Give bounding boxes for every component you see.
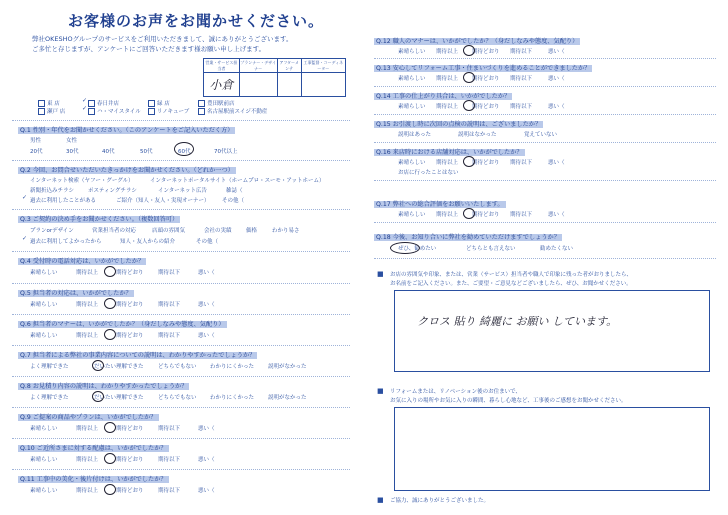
option[interactable]: 素晴らしい [30, 302, 58, 308]
answer-circle [463, 100, 475, 111]
option[interactable]: 30代 [66, 149, 79, 155]
option[interactable]: 期待以下 [158, 426, 181, 432]
option[interactable]: 期待どおり [472, 104, 500, 110]
option[interactable]: 期待どおり [472, 160, 500, 166]
option[interactable]: わかりにくかった [210, 364, 255, 370]
option[interactable]: 説明がなかった [268, 364, 307, 370]
option[interactable]: 悪い（ [548, 160, 565, 166]
option[interactable]: インターネット広告 [158, 188, 208, 194]
comment-prompt-2: リフォームまたは、リノベーション後のお住まいで、 [390, 389, 521, 395]
closing-text: ご協力、誠にありがとうございました。 [390, 498, 490, 504]
option[interactable]: 期待以上 [436, 49, 459, 55]
option[interactable]: 期待以上 [436, 104, 459, 110]
option[interactable]: 素晴らしい [30, 426, 58, 432]
question-6: Q.6 担当者のマナーは、いかがでしたか？（身だしなみや態度、気配り） [20, 321, 225, 328]
option[interactable]: 店頭の雰囲気 [152, 228, 186, 234]
option[interactable]: 期待以下 [158, 270, 181, 276]
option[interactable]: 悪い（ [198, 302, 215, 308]
option[interactable]: 悪い（ [198, 270, 215, 276]
option[interactable]: 女性 [66, 138, 78, 144]
option[interactable]: 50代 [140, 149, 153, 155]
option[interactable]: だいたい理解できた [94, 395, 144, 401]
question-15: Q.15 お引渡し時に次回の点検の説明は、ございましたか？ [376, 121, 542, 128]
option[interactable]: お店に行ったことはない [398, 170, 459, 176]
option[interactable]: 期待以上 [76, 270, 99, 276]
staff-header: 営業・サービス担当者 [205, 59, 238, 71]
option[interactable]: 勧めたくない [540, 246, 574, 252]
option[interactable]: 素晴らしい [30, 457, 58, 463]
option[interactable]: 期待以上 [436, 76, 459, 82]
store-option[interactable]: 春日井店 [97, 101, 120, 107]
option[interactable]: 期待以下 [510, 76, 533, 82]
option[interactable]: 説明がなかった [268, 395, 307, 401]
option[interactable]: 悪い（ [548, 104, 565, 110]
option[interactable]: その他（ [222, 198, 245, 204]
question-3: Q.3 ご契約の決め手をお聞かせください。（複数回答可） [20, 216, 179, 223]
comment-prompt-1b: お名前をご記入ください。また、ご要望・ご意見などございましたら、ぜひ、お聞かせください。 [390, 281, 632, 287]
option[interactable]: 期待以上 [76, 302, 99, 308]
option[interactable]: 期待以下 [510, 49, 533, 55]
option[interactable]: 期待どおり [472, 212, 500, 218]
intro-line-1: 弊社OKESHOグループのサービスをご利用いただきまして、誠にありがとうございます。 [32, 35, 293, 43]
store-option[interactable]: 東 店 [47, 101, 60, 107]
option[interactable]: 過去に利用したことがある [30, 198, 97, 204]
option[interactable]: どちらでもない [158, 364, 197, 370]
option[interactable]: 知人・友人からの紹介 [120, 239, 176, 245]
option[interactable]: 素晴らしい [30, 270, 58, 276]
option[interactable]: 20代 [30, 149, 43, 155]
option[interactable]: 悪い（ [548, 212, 565, 218]
option[interactable]: 素晴らしい [30, 488, 58, 494]
store-option[interactable]: ハ・マイスタイル [97, 109, 141, 115]
answer-circle [104, 484, 116, 495]
option[interactable]: 素晴らしい [398, 104, 426, 110]
answer-circle [104, 266, 116, 277]
option[interactable]: 悪い（ [198, 488, 215, 494]
option[interactable]: 期待以下 [158, 457, 181, 463]
answer-circle [104, 298, 116, 309]
answer-circle [104, 329, 116, 340]
option[interactable]: 期待以下 [158, 333, 181, 339]
option[interactable]: 期待どおり [116, 302, 144, 308]
option[interactable]: インターネットポータルサイト（ホームプロ・スーモ・アットホーム） [150, 178, 325, 184]
question-9: Q.9 ご提案の商品やプランは、いかがでしたか？ [20, 414, 157, 421]
square-bullet-icon: ■ [377, 496, 384, 504]
question-18: Q.18 今後、お知り合いに弊社を勧めていただけますでしょうか？ [376, 234, 560, 241]
option[interactable]: 説明はあった [398, 132, 431, 138]
question-5: Q.5 担当者の対応は、いかがでしたか？ [20, 290, 132, 297]
option[interactable]: 期待どおり [116, 457, 144, 463]
handwritten-comment: クロス 貼り 綺麗に お願い しています。 [417, 315, 618, 328]
option[interactable]: 期待以下 [158, 488, 181, 494]
store-option[interactable]: リノキューブ [157, 109, 190, 115]
option[interactable]: 素晴らしい [30, 333, 58, 339]
option[interactable]: どちらでもない [158, 395, 197, 401]
option[interactable]: 価格 [246, 228, 258, 234]
option[interactable]: その他（ [196, 239, 219, 245]
option[interactable]: 期待どおり [116, 426, 144, 432]
option[interactable]: 男性 [30, 138, 42, 144]
option[interactable]: 悪い（ [548, 76, 565, 82]
option[interactable]: 40代 [102, 149, 115, 155]
option[interactable]: 素晴らしい [398, 212, 426, 218]
question-13: Q.13 安心してリフォーム工事・住まいづくりを進めることができましたか？ [376, 65, 591, 72]
option[interactable]: 期待以上 [76, 457, 99, 463]
option[interactable]: 期待以下 [510, 104, 533, 110]
option[interactable]: 期待以上 [76, 333, 99, 339]
option[interactable]: よく理解できた [30, 364, 69, 370]
check-mark-icon: ✓ [22, 235, 28, 242]
option[interactable]: 期待どおり [116, 270, 144, 276]
option[interactable]: わかり易さ [272, 228, 300, 234]
option[interactable]: 新聞折込みチラシ [30, 188, 75, 194]
store-option[interactable]: 名古屋駅前スイジ不動産 [207, 109, 268, 115]
answer-circle [92, 391, 104, 402]
option[interactable]: 素晴らしい [398, 49, 426, 55]
option[interactable]: ご紹介（知人・友人・実現オーナー） [116, 198, 210, 204]
staff-header: アフターメンテ [277, 59, 301, 73]
handwritten-staff-name: 小倉 [209, 78, 234, 92]
staff-header: 工事監督・コーディネーター [301, 59, 345, 73]
option[interactable]: インターネット検索（ヤフー・グーグル） [30, 178, 134, 184]
square-bullet-icon: ■ [377, 270, 384, 278]
option[interactable]: ポスティングチラシ [88, 188, 137, 194]
store-option[interactable]: 豊田駅前店 [207, 101, 235, 107]
question-10: Q.10 ご近所さまに対する配慮は、いかがでしたか？ [20, 445, 167, 452]
check-mark-icon: ✓ [82, 105, 88, 112]
option[interactable]: 期待どおり [472, 49, 500, 55]
answer-circle [463, 45, 475, 56]
option[interactable]: 営業担当者の対応 [92, 228, 137, 234]
option[interactable]: 説明はなかった [458, 132, 497, 138]
check-mark-icon: ✓ [82, 97, 88, 104]
staff-table [203, 58, 346, 97]
option[interactable]: 悪い（ [198, 333, 215, 339]
comment-box-2[interactable] [394, 407, 710, 491]
answer-circle [104, 453, 116, 464]
answer-circle [463, 156, 475, 167]
option[interactable]: 60代 [178, 149, 191, 155]
option[interactable]: 悪い（ [198, 426, 215, 432]
option[interactable]: 期待どおり [116, 333, 144, 339]
option[interactable]: だいたい理解できた [94, 364, 144, 370]
option[interactable]: ぜひ、勧めたい [398, 246, 437, 252]
option[interactable]: 覚えていない [524, 132, 558, 138]
option[interactable]: 雑誌（ [226, 188, 243, 194]
option[interactable]: 素晴らしい [398, 160, 426, 166]
answer-circle [104, 422, 116, 433]
answer-circle [463, 208, 475, 219]
option[interactable]: 会社の実績 [204, 228, 232, 234]
option[interactable]: 素晴らしい [398, 76, 426, 82]
question-2: Q.2 今回、お問合せいただいたきっかけをお聞かせください。（どれか一つ） [20, 167, 234, 174]
option[interactable]: 期待以上 [76, 426, 99, 432]
answer-circle [390, 242, 420, 254]
option[interactable]: 期待以下 [158, 302, 181, 308]
option[interactable]: どちらとも言えない [466, 246, 516, 252]
page-title: お客様のお声をお聞かせください。 [68, 12, 325, 30]
staff-header: プランナー・デザイナー [240, 59, 276, 71]
answer-circle [463, 72, 475, 83]
answer-circle [92, 360, 104, 371]
option[interactable]: 期待以下 [510, 160, 533, 166]
answer-circle [174, 142, 194, 156]
option[interactable]: 期待どおり [472, 76, 500, 82]
option[interactable]: 期待以上 [436, 212, 459, 218]
question-8: Q.8 お見積り内容の説明は、わかりやすかったでしょうか？ [20, 383, 188, 390]
option[interactable]: 悪い（ [548, 49, 565, 55]
question-17: Q.17 弊社への総合評価をお願いいたします。 [376, 201, 504, 208]
store-option[interactable]: 緑 店 [157, 101, 170, 107]
question-7: Q.7 担当者による弊社の事業内容についての説明は、わかりやすかったでしょうか？ [20, 352, 256, 359]
option[interactable]: 期待以下 [510, 212, 533, 218]
comment-box-1[interactable] [394, 290, 710, 372]
option[interactable]: 期待以上 [76, 488, 99, 494]
option[interactable]: 70代以上 [214, 149, 238, 155]
question-4: Q.4 受付時の電話対応は、いかがでしたか？ [20, 258, 145, 265]
question-12: Q.12 職人のマナーは、いかがでしたか？（身だしなみや態度、気配り） [376, 38, 579, 45]
option[interactable]: 期待どおり [116, 488, 144, 494]
question-11: Q.11 工事中の美化・後片付けは、いかがでしたか？ [20, 476, 167, 483]
question-1: Q.1 性別・年代をお聞かせください。（このアンケートをご記入いただく方） [20, 127, 234, 134]
intro-line-2: ご多忙と存じますが、アンケートにご回答いただきます様お願い申し上げます。 [32, 45, 266, 53]
comment-prompt-2b: お気に入りの場所やお気に入りの瞬間、暮らし心地など、工事後のご感想をお聞かせください。 [390, 398, 627, 404]
option[interactable]: よく理解できた [30, 395, 69, 401]
square-bullet-icon: ■ [377, 387, 384, 395]
option[interactable]: プランorデザイン [30, 228, 74, 234]
option[interactable]: 悪い（ [198, 457, 215, 463]
comment-prompt-1: お店の雰囲気や印象、または、営業（サービス）担当者や職人で印象に残った者がおりましたら、 [390, 272, 633, 278]
option[interactable]: わかりにくかった [210, 395, 255, 401]
store-option[interactable]: 瀬戸 店 [47, 109, 66, 115]
question-14: Q.14 工事の仕上がり具合は、いかがでしたか？ [376, 93, 511, 100]
check-mark-icon: ✓ [22, 194, 28, 201]
option[interactable]: 期待以上 [436, 160, 459, 166]
option[interactable]: 過去に利用してよかったから [30, 239, 102, 245]
question-16: Q.16 来店時における店舗対応は、いかがでしたか？ [376, 149, 523, 156]
